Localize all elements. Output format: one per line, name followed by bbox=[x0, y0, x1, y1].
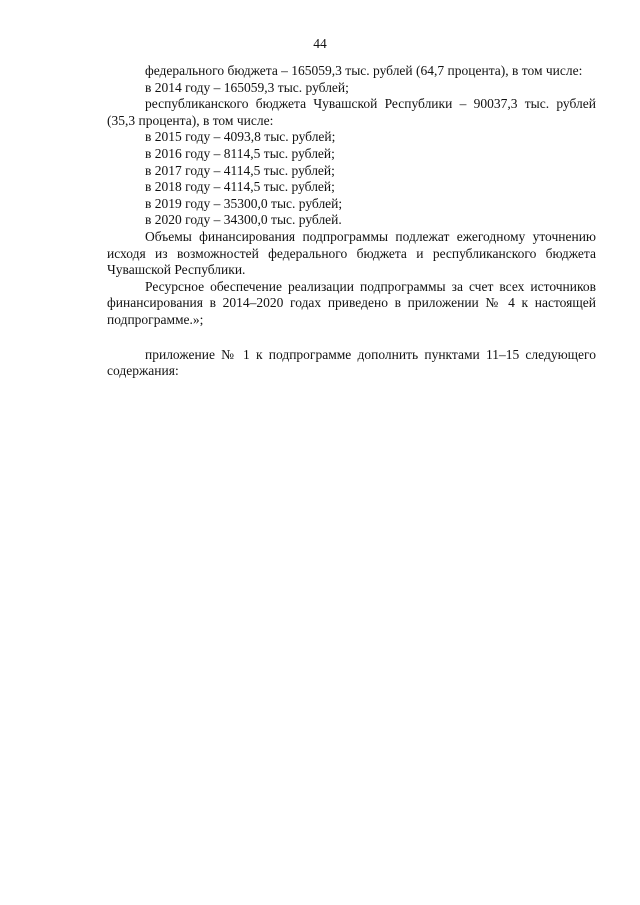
paragraph-2019: в 2019 году – 35300,0 тыс. рублей; bbox=[145, 195, 343, 211]
paragraph-2020: в 2020 году – 34300,0 тыс. рублей. bbox=[145, 212, 342, 228]
document-body bbox=[107, 63, 596, 380]
paragraph-2016: в 2016 году – 8114,5 тыс. рублей; bbox=[145, 145, 335, 161]
paragraph-republic-budget: республиканского бюджета Чувашской Республики – 90037,3 тыс. рублей (35,3 процента), в том числе: bbox=[107, 96, 596, 128]
paragraph-2015: в 2015 году – 4093,8 тыс. рублей; bbox=[145, 129, 336, 145]
page-number: 44 bbox=[313, 36, 327, 51]
paragraph-spacer bbox=[107, 329, 596, 347]
paragraph-2018: в 2018 году – 4114,5 тыс. рублей; bbox=[145, 179, 335, 195]
paragraph-resource-provision: Ресурсное обеспечение реализации подпрограммы за счет всех источников финансирования в 2014–2020 годах приведено в приложении № 4 к настоящей подпрограмме.»; bbox=[107, 278, 596, 327]
paragraph-2017: в 2017 году – 4114,5 тыс. рублей; bbox=[145, 162, 335, 178]
paragraph-federal-budget: федерального бюджета – 165059,3 тыс. рублей (64,7 процента), в том числе: bbox=[145, 63, 583, 78]
paragraph-funding-volumes: Объемы финансирования подпрограммы подлежат ежегодному уточнению исходя из возможностей федерального бюджета и республиканского бюджета Чувашской Республики. bbox=[107, 228, 596, 278]
paragraph-2014: в 2014 году – 165059,3 тыс. рублей; bbox=[145, 79, 349, 95]
paragraph-appendix-amendment: приложение № 1 к подпрограмме дополнить пунктами 11–15 следующего содержания: bbox=[107, 346, 596, 379]
